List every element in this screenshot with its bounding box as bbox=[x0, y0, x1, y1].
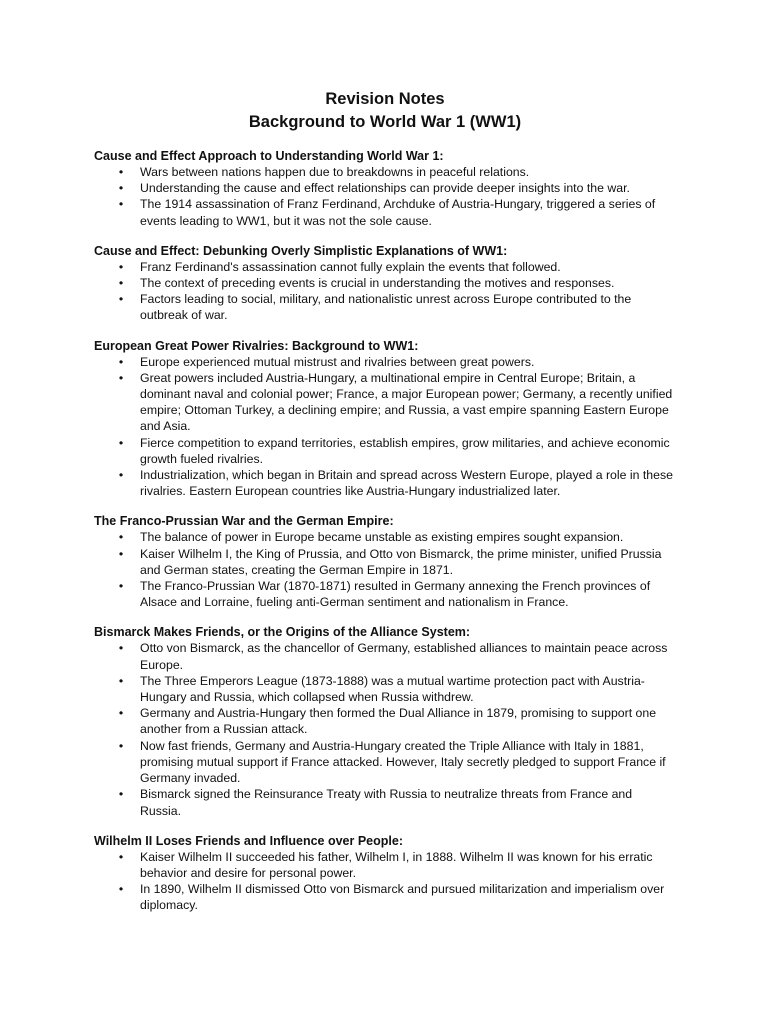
list-item-text: The balance of power in Europe became unstable as existing empires sought expansion. bbox=[140, 530, 624, 545]
bullet-icon: • bbox=[118, 787, 124, 802]
list-item-text: Bismarck signed the Reinsurance Treaty with Russia to neutralize threats from France and Russia. bbox=[140, 787, 633, 818]
list-item-text: Kaiser Wilhelm I, the King of Prussia, and Otto von Bismarck, the prime minister, unified Prussia and German states, creating the German Empire in 1871. bbox=[140, 546, 662, 577]
list-item-text: The Franco-Prussian War (1870-1871) resulted in Germany annexing the French provinces of Alsace and Lorraine, fueling anti-German sentiment and nationalism in France. bbox=[140, 579, 651, 610]
section-heading: The Franco-Prussian War and the German Empire: bbox=[94, 514, 394, 529]
document-title bbox=[94, 88, 676, 134]
bullet-icon: • bbox=[118, 259, 124, 274]
bullet-list bbox=[94, 354, 676, 500]
bullet-icon: • bbox=[118, 706, 124, 721]
list-item bbox=[94, 259, 676, 275]
list-item bbox=[94, 164, 676, 180]
list-item bbox=[94, 196, 676, 228]
section-heading: Cause and Effect: Debunking Overly Simplistic Explanations of WW1: bbox=[94, 243, 508, 258]
bullet-icon: • bbox=[118, 530, 124, 545]
section bbox=[94, 243, 676, 324]
bullet-icon: • bbox=[118, 181, 124, 196]
section bbox=[94, 624, 676, 818]
bullet-list bbox=[94, 640, 676, 818]
bullet-list bbox=[94, 529, 676, 610]
list-item bbox=[94, 354, 676, 370]
section bbox=[94, 338, 676, 500]
list-item bbox=[94, 291, 676, 323]
list-item-text: Wars between nations happen due to breakdowns in peaceful relations. bbox=[140, 165, 530, 179]
list-item bbox=[94, 673, 676, 705]
list-item-text: In 1890, Wilhelm II dismissed Otto von Bismarck and pursued militarization and imperialism over diplomacy. bbox=[140, 882, 665, 913]
title-line-2: Background to World War 1 (WW1) bbox=[248, 113, 522, 131]
section-heading: European Great Power Rivalries: Background to WW1: bbox=[94, 338, 419, 353]
list-item-text: The context of preceding events is crucial in understanding the motives and responses. bbox=[140, 276, 615, 291]
list-item bbox=[94, 467, 676, 499]
sections-container bbox=[94, 148, 676, 914]
list-item-text: Europe experienced mutual mistrust and rivalries between great powers. bbox=[140, 354, 535, 369]
bullet-icon: • bbox=[118, 276, 124, 291]
list-item-text: Industrialization, which began in Britain and spread across Western Europe, played a role in these rivalries. Eastern European countries like Austria-Hungary industrialized later. bbox=[140, 468, 673, 499]
section bbox=[94, 833, 676, 914]
bullet-icon: • bbox=[118, 468, 124, 483]
section-heading: Bismarck Makes Friends, or the Origins of the Alliance System: bbox=[94, 625, 471, 640]
list-item-text: Kaiser Wilhelm II succeeded his father, Wilhelm I, in 1888. Wilhelm II was known for his erratic behavior and desire for personal power. bbox=[140, 849, 653, 880]
title-line-1: Revision Notes bbox=[325, 90, 445, 108]
list-item-text: Great powers included Austria-Hungary, a multinational empire in Central Europe; Britain, a dominant naval and colonial power; France, a major European power; Germany, a recently unified empire; Ottoman Turkey, a declining empire; and Russia, a vast empire spanning Eastern Europe and Asia. bbox=[140, 370, 673, 434]
list-item bbox=[94, 546, 676, 578]
bullet-icon: • bbox=[118, 370, 124, 385]
bullet-icon: • bbox=[118, 197, 124, 212]
list-item bbox=[94, 705, 676, 737]
list-item bbox=[94, 640, 676, 672]
list-item-text: Germany and Austria-Hungary then formed the Dual Alliance in 1879, promising to support one another from a Russian attack. bbox=[140, 706, 657, 737]
bullet-icon: • bbox=[118, 435, 124, 450]
bullet-icon: • bbox=[118, 165, 124, 179]
bullet-icon: • bbox=[118, 292, 124, 307]
list-item-text: Now fast friends, Germany and Austria-Hungary created the Triple Alliance with Italy in 1881, promising mutual support if France attacked. However, Italy secretly pledged to support France if Germany invaded. bbox=[140, 738, 666, 786]
bullet-icon: • bbox=[118, 882, 124, 897]
bullet-icon: • bbox=[118, 579, 124, 594]
list-item bbox=[94, 370, 676, 435]
list-item bbox=[94, 786, 676, 818]
list-item-text: The Three Emperors League (1873-1888) was a mutual wartime protection pact with Austria-Hungary and Russia, which collapsed when Russia withdrew. bbox=[140, 673, 645, 705]
list-item bbox=[94, 435, 676, 467]
list-item-text: Factors leading to social, military, and nationalistic unrest across Europe contributed to the outbreak of war. bbox=[140, 292, 632, 323]
list-item-text: Otto von Bismarck, as the chancellor of Germany, established alliances to maintain peace across Europe. bbox=[140, 641, 668, 672]
bullet-icon: • bbox=[118, 849, 124, 864]
section bbox=[94, 148, 676, 229]
bullet-icon: • bbox=[118, 354, 124, 369]
section bbox=[94, 513, 676, 610]
bullet-list bbox=[94, 849, 676, 914]
bullet-list bbox=[94, 164, 676, 229]
list-item bbox=[94, 881, 676, 913]
list-item-text: Understanding the cause and effect relationships can provide deeper insights into the war. bbox=[140, 181, 630, 196]
list-item-text: The 1914 assassination of Franz Ferdinand, Archduke of Austria-Hungary, triggered a series of events leading to WW1, but it was not the sole cause. bbox=[140, 197, 656, 228]
bullet-icon: • bbox=[118, 641, 124, 656]
section-heading: Cause and Effect Approach to Understanding World War 1: bbox=[94, 149, 444, 163]
list-item bbox=[94, 180, 676, 196]
bullet-icon: • bbox=[118, 673, 124, 688]
list-item bbox=[94, 738, 676, 787]
list-item bbox=[94, 849, 676, 881]
list-item bbox=[94, 529, 676, 545]
list-item-text: Franz Ferdinand's assassination cannot fully explain the events that followed. bbox=[140, 259, 561, 274]
section-heading: Wilhelm II Loses Friends and Influence over People: bbox=[94, 833, 403, 848]
bullet-list bbox=[94, 259, 676, 324]
bullet-icon: • bbox=[118, 546, 124, 561]
list-item bbox=[94, 578, 676, 610]
list-item-text: Fierce competition to expand territories, establish empires, grow militaries, and achieve economic growth fueled rivalries. bbox=[140, 435, 670, 466]
list-item bbox=[94, 275, 676, 291]
bullet-icon: • bbox=[118, 738, 124, 753]
